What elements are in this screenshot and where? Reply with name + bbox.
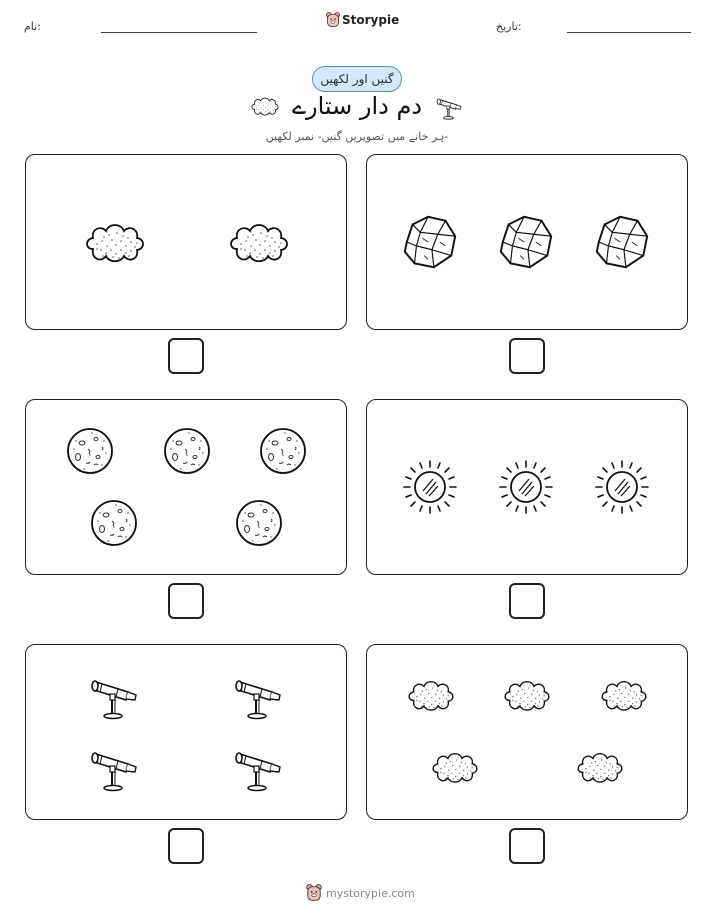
- cloud-icon: [250, 94, 280, 118]
- moon-icon: [163, 427, 211, 475]
- name-field-line[interactable]: [101, 32, 257, 33]
- counting-panel: [25, 644, 347, 820]
- rock-icon: [591, 212, 653, 272]
- date-label: تاریخ:: [496, 20, 522, 33]
- answer-box[interactable]: [509, 828, 545, 864]
- cloud-icon: [575, 747, 625, 787]
- brand-logo: [326, 12, 399, 28]
- moon-icon: [259, 427, 307, 475]
- counting-panel: [25, 154, 347, 330]
- footer: [306, 884, 415, 902]
- moon-icon: [66, 427, 114, 475]
- moon-icon: [235, 499, 283, 547]
- telescope-icon: [90, 744, 138, 792]
- sun-icon: [402, 459, 458, 515]
- instruction-badge: گنیں اور لکھیں: [312, 66, 402, 92]
- name-label: نام:: [24, 20, 41, 33]
- cloud-icon: [599, 675, 649, 715]
- worksheet-subtitle: ہر خانے میں تصویریں گنیں- نمبر لکھیں-: [265, 130, 449, 143]
- answer-box[interactable]: [168, 583, 204, 619]
- telescope-icon: [90, 672, 138, 720]
- answer-box[interactable]: [509, 338, 545, 374]
- counting-panel: [366, 399, 688, 575]
- telescope-icon: [234, 672, 282, 720]
- cloud-icon: [227, 216, 291, 268]
- bear-icon: [306, 884, 322, 902]
- brand-name: Storypie: [342, 13, 400, 27]
- moon-icon: [90, 499, 138, 547]
- cloud-icon: [430, 747, 480, 787]
- answer-box[interactable]: [168, 828, 204, 864]
- cloud-icon: [406, 675, 456, 715]
- cloud-icon: [502, 675, 552, 715]
- answer-box[interactable]: [168, 338, 204, 374]
- counting-panel: [366, 644, 688, 820]
- date-field-line[interactable]: [567, 32, 691, 33]
- footer-url[interactable]: mystorypie.com: [326, 886, 415, 900]
- telescope-icon: [434, 94, 464, 120]
- worksheet-title: دم دار ستارے: [291, 92, 423, 120]
- cloud-icon: [83, 216, 147, 268]
- answer-box[interactable]: [509, 583, 545, 619]
- bear-icon: [326, 12, 340, 28]
- sun-icon: [498, 459, 554, 515]
- rock-icon: [399, 212, 461, 272]
- telescope-icon: [234, 744, 282, 792]
- rock-icon: [495, 212, 557, 272]
- counting-panel: [25, 399, 347, 575]
- sun-icon: [594, 459, 650, 515]
- counting-panel: [366, 154, 688, 330]
